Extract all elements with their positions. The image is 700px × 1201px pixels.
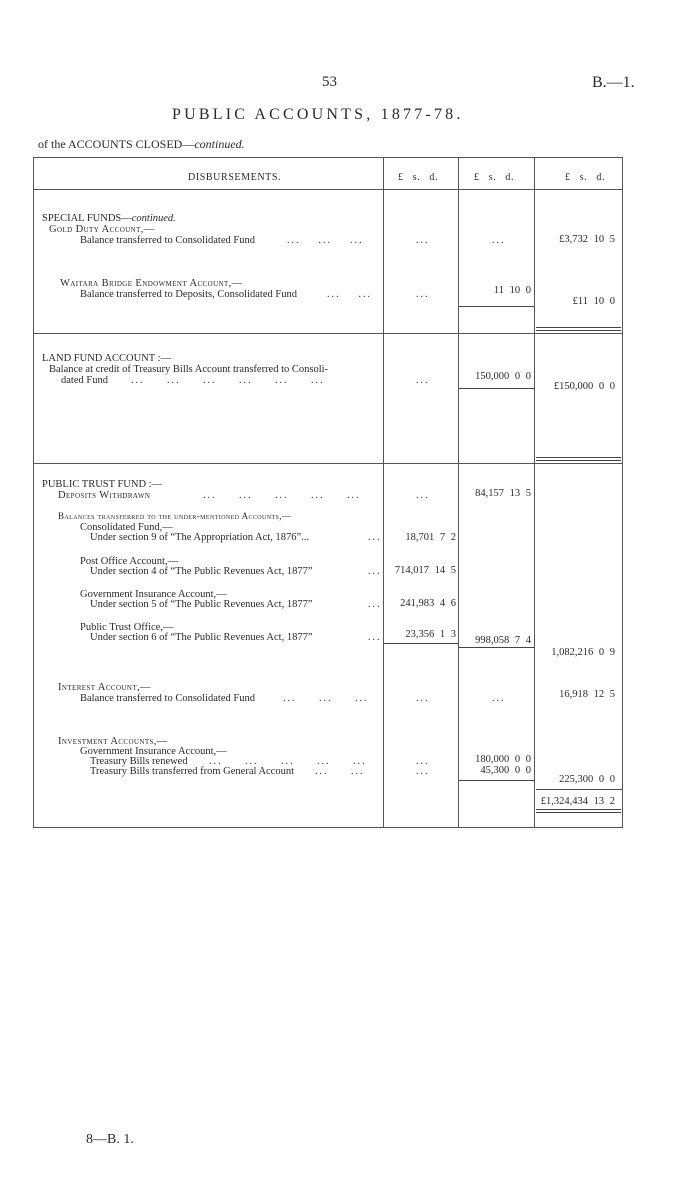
leader-dots: ... ... bbox=[327, 289, 372, 300]
waitara-total: £11 10 0 bbox=[572, 296, 615, 307]
waitara-line: Balance transferred to Deposits, Consolidated Fund bbox=[80, 289, 297, 300]
consolidated-fund: Consolidated Fund,— bbox=[80, 522, 173, 533]
public-trust-office: Public Trust Office,— bbox=[80, 622, 174, 633]
land-fund-line-2: dated Fund bbox=[61, 375, 108, 386]
grand-total: £1,324,434 13 2 bbox=[540, 796, 615, 807]
leader-dots: ... bbox=[368, 532, 382, 543]
balances-transferred: Balances transferred to the under-mentioned Accounts,— bbox=[58, 511, 292, 521]
investment-accounts: Investment Accounts,— bbox=[58, 736, 168, 747]
post-office-amount: 714,017 14 5 bbox=[394, 565, 456, 576]
government-insurance-account: Government Insurance Account,— bbox=[80, 589, 227, 600]
interest-line: Balance transferred to Consolidated Fund bbox=[80, 693, 255, 704]
subtotal-rule bbox=[384, 643, 458, 644]
investment-total: 225,300 0 0 bbox=[559, 774, 615, 785]
leader-dots: ... ... ... ... ... ... bbox=[131, 375, 325, 386]
waitara-col2: 11 10 0 bbox=[493, 285, 531, 296]
section-rule bbox=[33, 463, 623, 464]
leader-dots: ... bbox=[492, 235, 506, 246]
deposits-col2: 84,157 13 5 bbox=[475, 488, 531, 499]
leader-dots: ... bbox=[416, 756, 430, 767]
gold-duty-total: £3,732 10 5 bbox=[559, 234, 615, 245]
waitara-account: Waitara Bridge Endowment Account,— bbox=[60, 278, 243, 289]
interest-account: Interest Account,— bbox=[58, 682, 151, 693]
table-right-border bbox=[622, 157, 623, 827]
column-header-2: £ s. d. bbox=[474, 172, 515, 183]
land-fund-total: £150,000 0 0 bbox=[553, 381, 615, 392]
total-rule bbox=[536, 789, 622, 790]
column-divider bbox=[534, 157, 535, 827]
treasury-bills-transferred-amount: 45,300 0 0 bbox=[480, 765, 531, 776]
column-header-1: £ s. d. bbox=[398, 172, 439, 183]
page-title: PUBLIC ACCOUNTS, 1877-78. bbox=[172, 106, 464, 123]
leader-dots: ... ... ... ... ... bbox=[209, 756, 367, 767]
gold-duty-line: Balance transferred to Consolidated Fund bbox=[80, 235, 255, 246]
treasury-bills-renewed-amount: 180,000 0 0 bbox=[475, 754, 531, 765]
section-rule bbox=[33, 333, 623, 334]
consolidated-fund-amount: 18,701 7 2 bbox=[405, 532, 456, 543]
page-number: 53 bbox=[322, 74, 337, 90]
document-reference: B.—1. bbox=[592, 74, 635, 91]
subtotal-rule bbox=[459, 306, 534, 307]
table-left-border bbox=[33, 157, 34, 827]
page-subtitle: of the ACCOUNTS CLOSED—continued. bbox=[38, 137, 245, 151]
public-trust-total: 1,082,216 0 9 bbox=[551, 647, 615, 658]
post-office-account: Post Office Account,— bbox=[80, 556, 179, 567]
grand-total-double-rule bbox=[536, 809, 621, 813]
leader-dots: ... bbox=[416, 289, 430, 300]
treasury-bills-renewed: Treasury Bills renewed bbox=[90, 756, 188, 767]
table-bottom-rule bbox=[33, 827, 623, 828]
land-fund-line-1: Balance at credit of Treasury Bills Account transferred to Consoli- bbox=[49, 364, 329, 375]
page-footer: 8—B. 1. bbox=[86, 1132, 134, 1147]
leader-dots: ... bbox=[416, 490, 430, 501]
subtotal-rule bbox=[459, 388, 534, 389]
total-double-rule bbox=[536, 457, 621, 461]
land-fund-col2: 150,000 0 0 bbox=[475, 371, 531, 382]
leader-dots: ... bbox=[416, 693, 430, 704]
treasury-bills-transferred: Treasury Bills transferred from General Account bbox=[90, 766, 295, 777]
leader-dots: ... ... ... bbox=[283, 693, 369, 704]
total-double-rule bbox=[536, 327, 621, 331]
leader-dots: ... ... ... ... ... bbox=[203, 490, 361, 501]
column-divider bbox=[458, 157, 459, 827]
leader-dots: ... bbox=[416, 375, 430, 386]
gold-duty-account: Gold Duty Account,— bbox=[49, 224, 155, 235]
public-trust-heading: PUBLIC TRUST FUND :— bbox=[42, 479, 163, 490]
public-trust-office-line: Under section 6 of “The Public Revenues Act, 1877” bbox=[90, 632, 313, 643]
leader-dots: ... bbox=[492, 693, 506, 704]
column-header-3: £ s. d. bbox=[565, 172, 606, 183]
leader-dots: ... ... bbox=[315, 766, 365, 777]
disbursements-table bbox=[33, 157, 623, 828]
government-insurance-amount: 241,983 4 6 bbox=[400, 598, 456, 609]
interest-total: 16,918 12 5 bbox=[559, 689, 615, 700]
column-header-disbursements: DISBURSEMENTS. bbox=[188, 172, 282, 183]
leader-dots: ... ... ... bbox=[287, 235, 364, 246]
leader-dots: ... bbox=[368, 632, 382, 643]
subtotal-rule bbox=[459, 647, 534, 648]
balances-subtotal: 998,058 7 4 bbox=[475, 635, 531, 646]
subtotal-rule bbox=[459, 780, 534, 781]
leader-dots: ... bbox=[368, 599, 382, 610]
public-trust-office-amount: 23,356 1 3 bbox=[405, 629, 456, 640]
government-insurance-account-2: Government Insurance Account,— bbox=[80, 746, 227, 757]
government-insurance-line: Under section 5 of “The Public Revenues Act, 1877” bbox=[90, 599, 313, 610]
leader-dots: ... bbox=[416, 235, 430, 246]
column-divider bbox=[383, 157, 384, 827]
special-funds-heading: SPECIAL FUNDS—continued. bbox=[42, 213, 176, 224]
consolidated-fund-line: Under section 9 of “The Appropriation Act, 1876”... bbox=[90, 532, 309, 543]
post-office-line: Under section 4 of “The Public Revenues Act, 1877” bbox=[90, 566, 313, 577]
deposits-withdrawn: Deposits Withdrawn bbox=[58, 490, 151, 501]
land-fund-heading: LAND FUND ACCOUNT :— bbox=[42, 353, 172, 364]
leader-dots: ... bbox=[368, 566, 382, 577]
leader-dots: ... bbox=[416, 766, 430, 777]
